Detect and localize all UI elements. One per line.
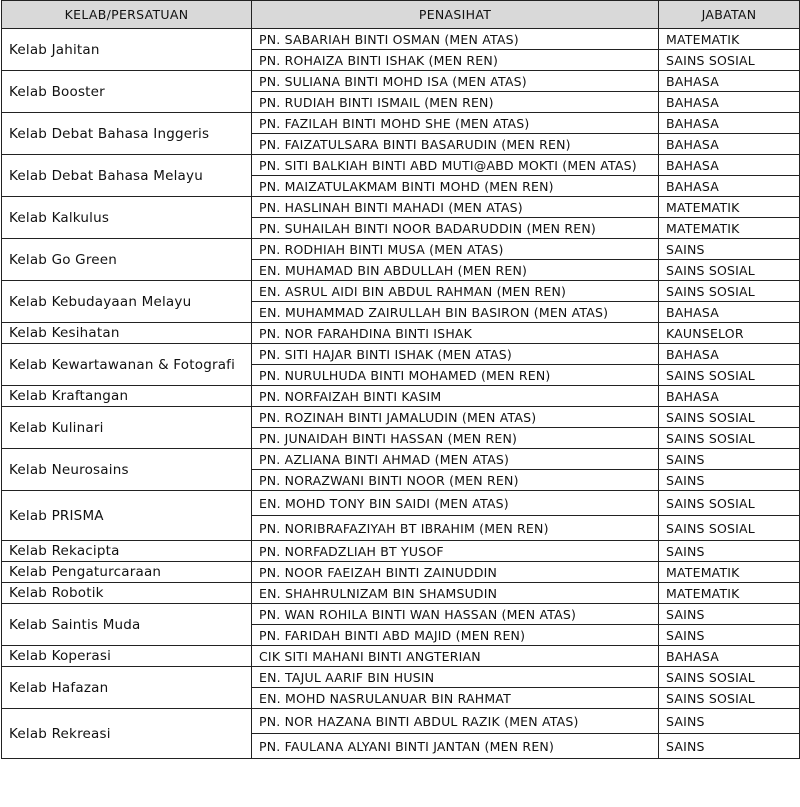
- table-row: [2, 323, 800, 344]
- advisor-name: PN. RODHIAH BINTI MUSA (MEN ATAS): [252, 239, 659, 260]
- department: SAINS: [659, 239, 800, 260]
- table-body: [2, 29, 800, 759]
- header-department: JABATAN: [659, 1, 800, 29]
- department: SAINS SOSIAL: [659, 50, 800, 71]
- department: SAINS SOSIAL: [659, 260, 800, 281]
- department: BAHASA: [659, 344, 800, 365]
- advisor-name: PN. MAIZATULAKMAM BINTI MOHD (MEN REN): [252, 176, 659, 197]
- department: SAINS: [659, 541, 800, 562]
- department: SAINS: [659, 709, 800, 734]
- advisor-table: [1, 0, 800, 759]
- advisor-name: EN. MOHD NASRULANUAR BIN RAHMAT: [252, 688, 659, 709]
- table-row: [2, 197, 800, 218]
- table-row: [2, 583, 800, 604]
- advisor-name: EN. ASRUL AIDI BIN ABDUL RAHMAN (MEN REN): [252, 281, 659, 302]
- advisor-name: PN. ROHAIZA BINTI ISHAK (MEN REN): [252, 50, 659, 71]
- department: SAINS SOSIAL: [659, 281, 800, 302]
- advisor-name: PN. AZLIANA BINTI AHMAD (MEN ATAS): [252, 449, 659, 470]
- department: SAINS SOSIAL: [659, 407, 800, 428]
- advisor-name: PN. SITI HAJAR BINTI ISHAK (MEN ATAS): [252, 344, 659, 365]
- table-row: [2, 113, 800, 134]
- club-name: Kelab Kesihatan: [2, 323, 252, 344]
- advisor-name: PN. JUNAIDAH BINTI HASSAN (MEN REN): [252, 428, 659, 449]
- club-name: Kelab Kewartawanan & Fotografi: [2, 344, 252, 386]
- department: SAINS: [659, 734, 800, 759]
- table-row: [2, 667, 800, 688]
- advisor-name: PN. NURULHUDA BINTI MOHAMED (MEN REN): [252, 365, 659, 386]
- club-name: Kelab Rekacipta: [2, 541, 252, 562]
- advisor-name: EN. TAJUL AARIF BIN HUSIN: [252, 667, 659, 688]
- table-row: [2, 29, 800, 50]
- department: KAUNSELOR: [659, 323, 800, 344]
- department: SAINS: [659, 470, 800, 491]
- advisor-name: PN. WAN ROHILA BINTI WAN HASSAN (MEN ATAS): [252, 604, 659, 625]
- club-name: Kelab Neurosains: [2, 449, 252, 491]
- club-name: Kelab Hafazan: [2, 667, 252, 709]
- table-row: [2, 386, 800, 407]
- club-name: Kelab Kulinari: [2, 407, 252, 449]
- advisor-name: PN. NORIBRAFAZIYAH BT IBRAHIM (MEN REN): [252, 516, 659, 541]
- table-row: [2, 407, 800, 428]
- advisor-name: PN. SUHAILAH BINTI NOOR BADARUDDIN (MEN REN): [252, 218, 659, 239]
- club-name: Kelab Jahitan: [2, 29, 252, 71]
- table-row: [2, 646, 800, 667]
- advisor-name: PN. ROZINAH BINTI JAMALUDIN (MEN ATAS): [252, 407, 659, 428]
- club-name: Kelab Kebudayaan Melayu: [2, 281, 252, 323]
- club-name: Kelab Booster: [2, 71, 252, 113]
- department: BAHASA: [659, 646, 800, 667]
- table-row: [2, 155, 800, 176]
- department: SAINS SOSIAL: [659, 667, 800, 688]
- department: MATEMATIK: [659, 29, 800, 50]
- advisor-name: PN. NORFAIZAH BINTI KASIM: [252, 386, 659, 407]
- table-row: [2, 709, 800, 734]
- department: BAHASA: [659, 302, 800, 323]
- advisor-name: PN. SITI BALKIAH BINTI ABD MUTI@ABD MOKTI (MEN ATAS): [252, 155, 659, 176]
- department: SAINS SOSIAL: [659, 688, 800, 709]
- club-name: Kelab Go Green: [2, 239, 252, 281]
- table-row: [2, 562, 800, 583]
- advisor-name: PN. NORAZWANI BINTI NOOR (MEN REN): [252, 470, 659, 491]
- club-name: Kelab Saintis Muda: [2, 604, 252, 646]
- department: MATEMATIK: [659, 218, 800, 239]
- table-row: [2, 344, 800, 365]
- department: BAHASA: [659, 92, 800, 113]
- department: SAINS: [659, 625, 800, 646]
- advisor-name: PN. NOOR FAEIZAH BINTI ZAINUDDIN: [252, 562, 659, 583]
- advisor-name: PN. SULIANA BINTI MOHD ISA (MEN ATAS): [252, 71, 659, 92]
- header-club: KELAB/PERSATUAN: [2, 1, 252, 29]
- header-advisor: PENASIHAT: [252, 1, 659, 29]
- department: SAINS SOSIAL: [659, 516, 800, 541]
- table-row: [2, 71, 800, 92]
- table-row: [2, 449, 800, 470]
- club-name: Kelab Debat Bahasa Melayu: [2, 155, 252, 197]
- department: SAINS: [659, 449, 800, 470]
- advisor-name: PN. HASLINAH BINTI MAHADI (MEN ATAS): [252, 197, 659, 218]
- advisor-name: CIK SITI MAHANI BINTI ANGTERIAN: [252, 646, 659, 667]
- advisor-name: PN. NORFADZLIAH BT YUSOF: [252, 541, 659, 562]
- advisor-name: PN. FAZILAH BINTI MOHD SHE (MEN ATAS): [252, 113, 659, 134]
- department: BAHASA: [659, 134, 800, 155]
- department: BAHASA: [659, 386, 800, 407]
- department: MATEMATIK: [659, 197, 800, 218]
- table-row: [2, 281, 800, 302]
- department: BAHASA: [659, 155, 800, 176]
- club-name: Kelab Kraftangan: [2, 386, 252, 407]
- department: BAHASA: [659, 176, 800, 197]
- department: MATEMATIK: [659, 562, 800, 583]
- club-name: Kelab Debat Bahasa Inggeris: [2, 113, 252, 155]
- advisor-name: PN. FAULANA ALYANI BINTI JANTAN (MEN REN): [252, 734, 659, 759]
- advisor-name: PN. FAIZATULSARA BINTI BASARUDIN (MEN REN): [252, 134, 659, 155]
- table-row: [2, 239, 800, 260]
- advisor-name: PN. SABARIAH BINTI OSMAN (MEN ATAS): [252, 29, 659, 50]
- advisor-name: PN. NOR FARAHDINA BINTI ISHAK: [252, 323, 659, 344]
- club-name: Kelab Rekreasi: [2, 709, 252, 759]
- table-row: [2, 541, 800, 562]
- advisor-name: PN. NOR HAZANA BINTI ABDUL RAZIK (MEN ATAS): [252, 709, 659, 734]
- club-name: Kelab Koperasi: [2, 646, 252, 667]
- club-name: Kelab Kalkulus: [2, 197, 252, 239]
- header-row: [2, 1, 800, 29]
- department: BAHASA: [659, 113, 800, 134]
- department: SAINS SOSIAL: [659, 365, 800, 386]
- advisor-name: EN. SHAHRULNIZAM BIN SHAMSUDIN: [252, 583, 659, 604]
- club-name: Kelab Robotik: [2, 583, 252, 604]
- department: BAHASA: [659, 71, 800, 92]
- advisor-name: EN. MUHAMAD BIN ABDULLAH (MEN REN): [252, 260, 659, 281]
- advisor-name: EN. MUHAMMAD ZAIRULLAH BIN BASIRON (MEN ATAS): [252, 302, 659, 323]
- department: SAINS: [659, 604, 800, 625]
- club-name: Kelab Pengaturcaraan: [2, 562, 252, 583]
- advisor-name: EN. MOHD TONY BIN SAIDI (MEN ATAS): [252, 491, 659, 516]
- table-row: [2, 604, 800, 625]
- department: SAINS SOSIAL: [659, 491, 800, 516]
- table-row: [2, 491, 800, 516]
- department: MATEMATIK: [659, 583, 800, 604]
- advisor-name: PN. RUDIAH BINTI ISMAIL (MEN REN): [252, 92, 659, 113]
- club-name: Kelab PRISMA: [2, 491, 252, 541]
- advisor-name: PN. FARIDAH BINTI ABD MAJID (MEN REN): [252, 625, 659, 646]
- department: SAINS SOSIAL: [659, 428, 800, 449]
